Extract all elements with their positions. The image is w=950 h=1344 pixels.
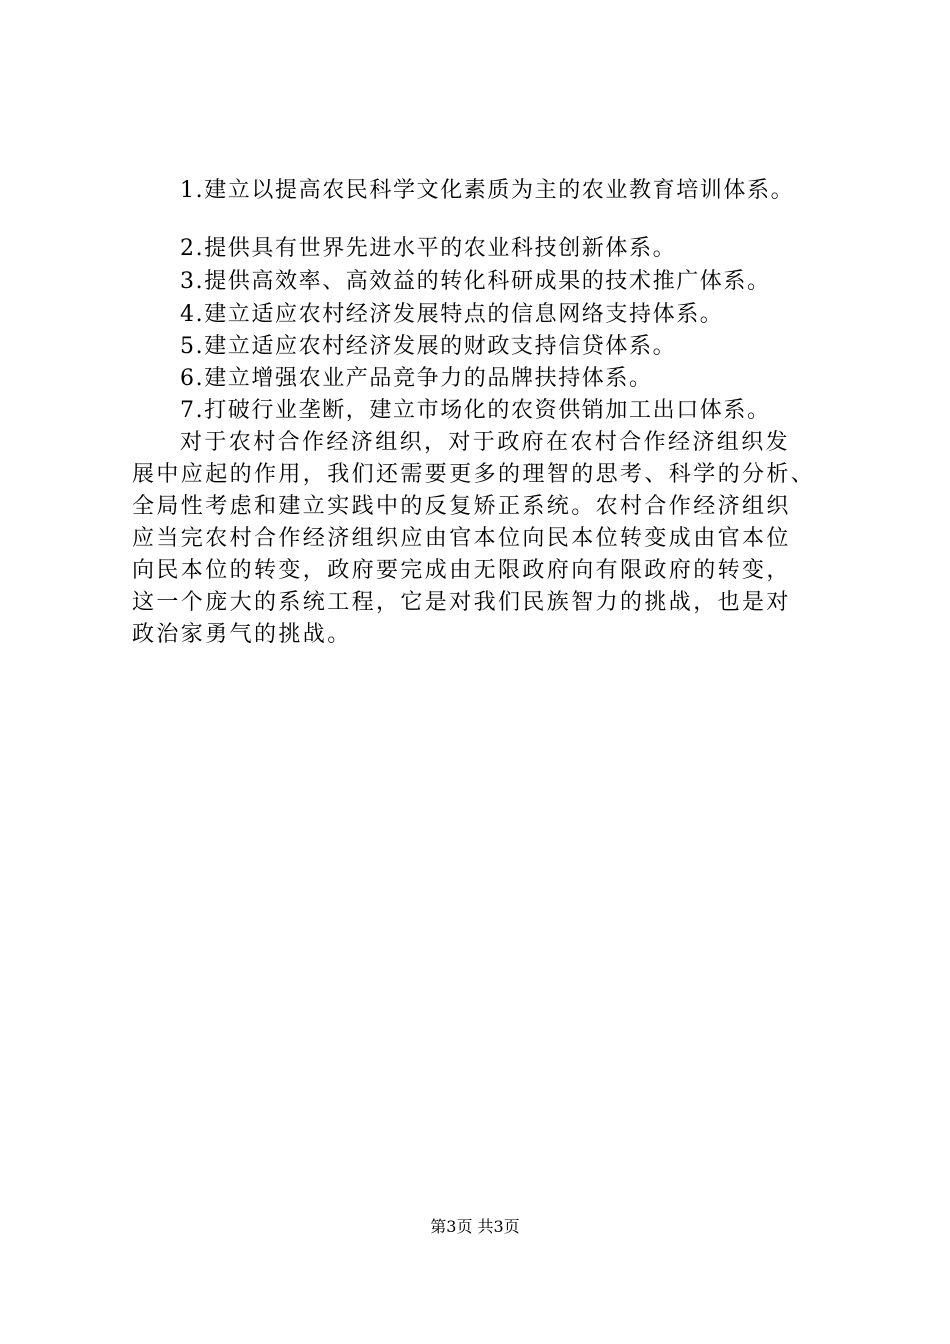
list-item: 4.建立适应农村经济发展特点的信息网络支持体系。: [180, 302, 724, 327]
paragraph-line: 政治家勇气的挑战。: [132, 622, 352, 647]
paragraph-line: 应当完农村合作经济组织应由官本位向民本位转变成由官本位: [132, 526, 791, 551]
list-item: 2.提供具有世界先进水平的农业科技创新体系。: [180, 236, 677, 261]
list-item: 1.建立以提高农民科学文化素质为主的农业教育培训体系。: [180, 178, 795, 203]
paragraph-line: 展中应起的作用，我们还需要更多的理智的思考、科学的分析、: [132, 462, 816, 487]
paragraph-line: 这一个庞大的系统工程，它是对我们民族智力的挑战，也是对: [132, 590, 791, 615]
paragraph-line: 全局性考虑和建立实践中的反复矫正系统。农村合作经济组织: [132, 494, 791, 519]
list-item: 6.建立增强农业产品竞争力的品牌扶持体系。: [180, 366, 653, 391]
list-item: 7.打破行业垄断，建立市场化的农资供销加工出口体系。: [180, 398, 771, 423]
list-item: 3.提供高效率、高效益的转化科研成果的技术推广体系。: [180, 269, 771, 294]
list-item: 5.建立适应农村经济发展的财政支持信贷体系。: [180, 334, 677, 359]
page-footer: 第3页 共3页: [430, 1217, 520, 1236]
paragraph-line: 向民本位的转变，政府要完成由无限政府向有限政府的转变，: [132, 558, 791, 583]
paragraph-line: 对于农村合作经济组织，对于政府在农村合作经济组织发: [180, 430, 791, 455]
